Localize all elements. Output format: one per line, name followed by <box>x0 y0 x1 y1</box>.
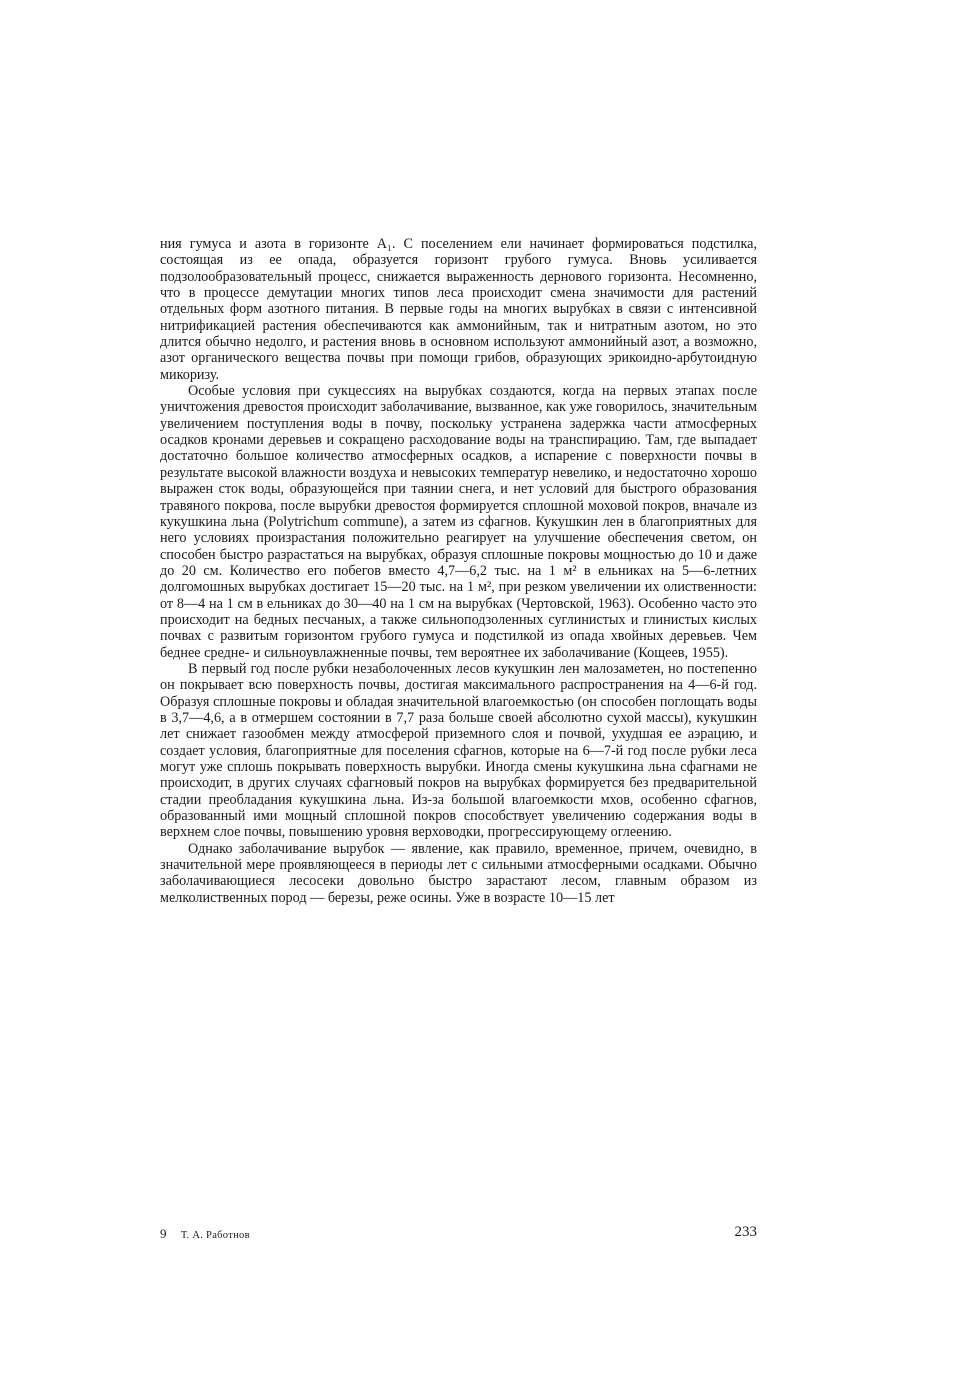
page-body <box>160 236 757 906</box>
signature-author: Т. А. Работнов <box>180 1230 250 1241</box>
signature-number: 9 <box>160 1226 167 1241</box>
paragraph-1: ния гумуса и азота в горизонте A₁. С поселением ели начинает формироваться подстилка, состоящая из ее опада, образуется горизонт грубого гумуса. Вновь усиливается подзолообразовательный процесс, снижается выраженность дернового горизонта. Несомненно, что в процессе демутации многих типов леса происходит смена значимости для растений отдельных форм азотного питания. В первые годы на многих вырубках в связи с интенсивной нитрификацией растения обеспечиваются как аммонийным, так и нитратным азотом, но это длится обычно недолго, и растения вновь в основном используют аммонийный азот, а возможно, азот органического вещества почвы при помощи грибов, образующих эрикоидно-арбутоидную микоризу. <box>160 236 757 383</box>
paragraph-2: Особые условия при сукцессиях на вырубках создаются, когда на первых этапах после уничтожения древостоя происходит заболачивание, вызванное, как уже говорилось, значительным увеличением поступления воды в почву, поскольку устранена задержка части атмосферных осадков кронами деревьев и сокращено расходование воды на транспирацию. Там, где выпадает достаточно большое количество атмосферных осадков, а испарение с поверхности почвы в результате высокой влажности воздуха и невысоких температур невелико, и недостаточно хорошо выражен сток воды, образующейся при таянии снега, и нет условий для быстрого образования травяного покрова, после вырубки древостоя формируется сплошной моховой покров, вначале из кукушкина льна (Polytrichum commune), а затем из сфагнов. Кукушкин лен в благоприятных для него условиях произрастания положительно реагирует на улучшение обеспечения светом, он способен быстро разрастаться на вырубках, образуя сплошные покровы мощностью до 10 и даже до 20 см. Количество его побегов вместо 4,7—6,2 тыс. на 1 м² в ельниках на 5—6-летних долгомошных вырубках достигает 15—20 тыс. на 1 м², при резком увеличении их олиственности: от 8—4 на 1 см в ельниках до 30—40 на 1 см на вырубках (Чертовской, 1963). Особенно часто это происходит на бедных песчаных, а также сильноподзоленных суглинистых и глинистых кислых почвах с развитым горизонтом грубого гумуса и подстилкой из опада хвойных деревьев. Чем беднее средне- и сильноувлажненные почвы, тем вероятнее их заболачивание (Кощеев, 1955). <box>160 383 757 661</box>
printer-signature <box>160 1226 250 1242</box>
paragraph-4: Однако заболачивание вырубок — явление, как правило, временное, причем, очевидно, в значительной мере проявляющееся в периоды лет с сильными атмосферными осадками. Обычно заболачивающиеся лесосеки довольно быстро зарастают лесом, главным образом из мелколиственных пород — березы, реже осины. Уже в возрасте 10—15 лет <box>160 840 757 906</box>
page-number: 233 <box>734 1224 757 1240</box>
paragraph-3: В первый год после рубки незаболоченных лесов кукушкин лен малозаметен, но постепенно он покрывает всю поверхность почвы, достигая максимального распространения на 4—6-й год. Образуя сплошные покровы и обладая значительной влагоемкостью (он способен поглощать воды в 3,7—4,6, а в отмершем состоянии в 7,7 раза больше своей абсолютно сухой массы), кукушкин лет снижает газообмен между атмосферой приземного слоя и почвой, ухудшая ее аэрацию, и создает условия, благоприятные для поселения сфагнов, которые на 6—7-й год после рубки леса могут уже сплошь покрывать поверхность вырубки. Иногда смены кукушкина льна сфагнами не происходит, в других случаях сфагновый покров на вырубках формируется без предварительной стадии преобладания кукушкина льна. Из-за большой влагоемкости мхов, особенно сфагнов, образованный ими мощный сплошной покров способствует увеличению содержания воды в верхнем слое почвы, повышению уровня верховодки, прогрессирующему оглеению. <box>160 660 757 841</box>
